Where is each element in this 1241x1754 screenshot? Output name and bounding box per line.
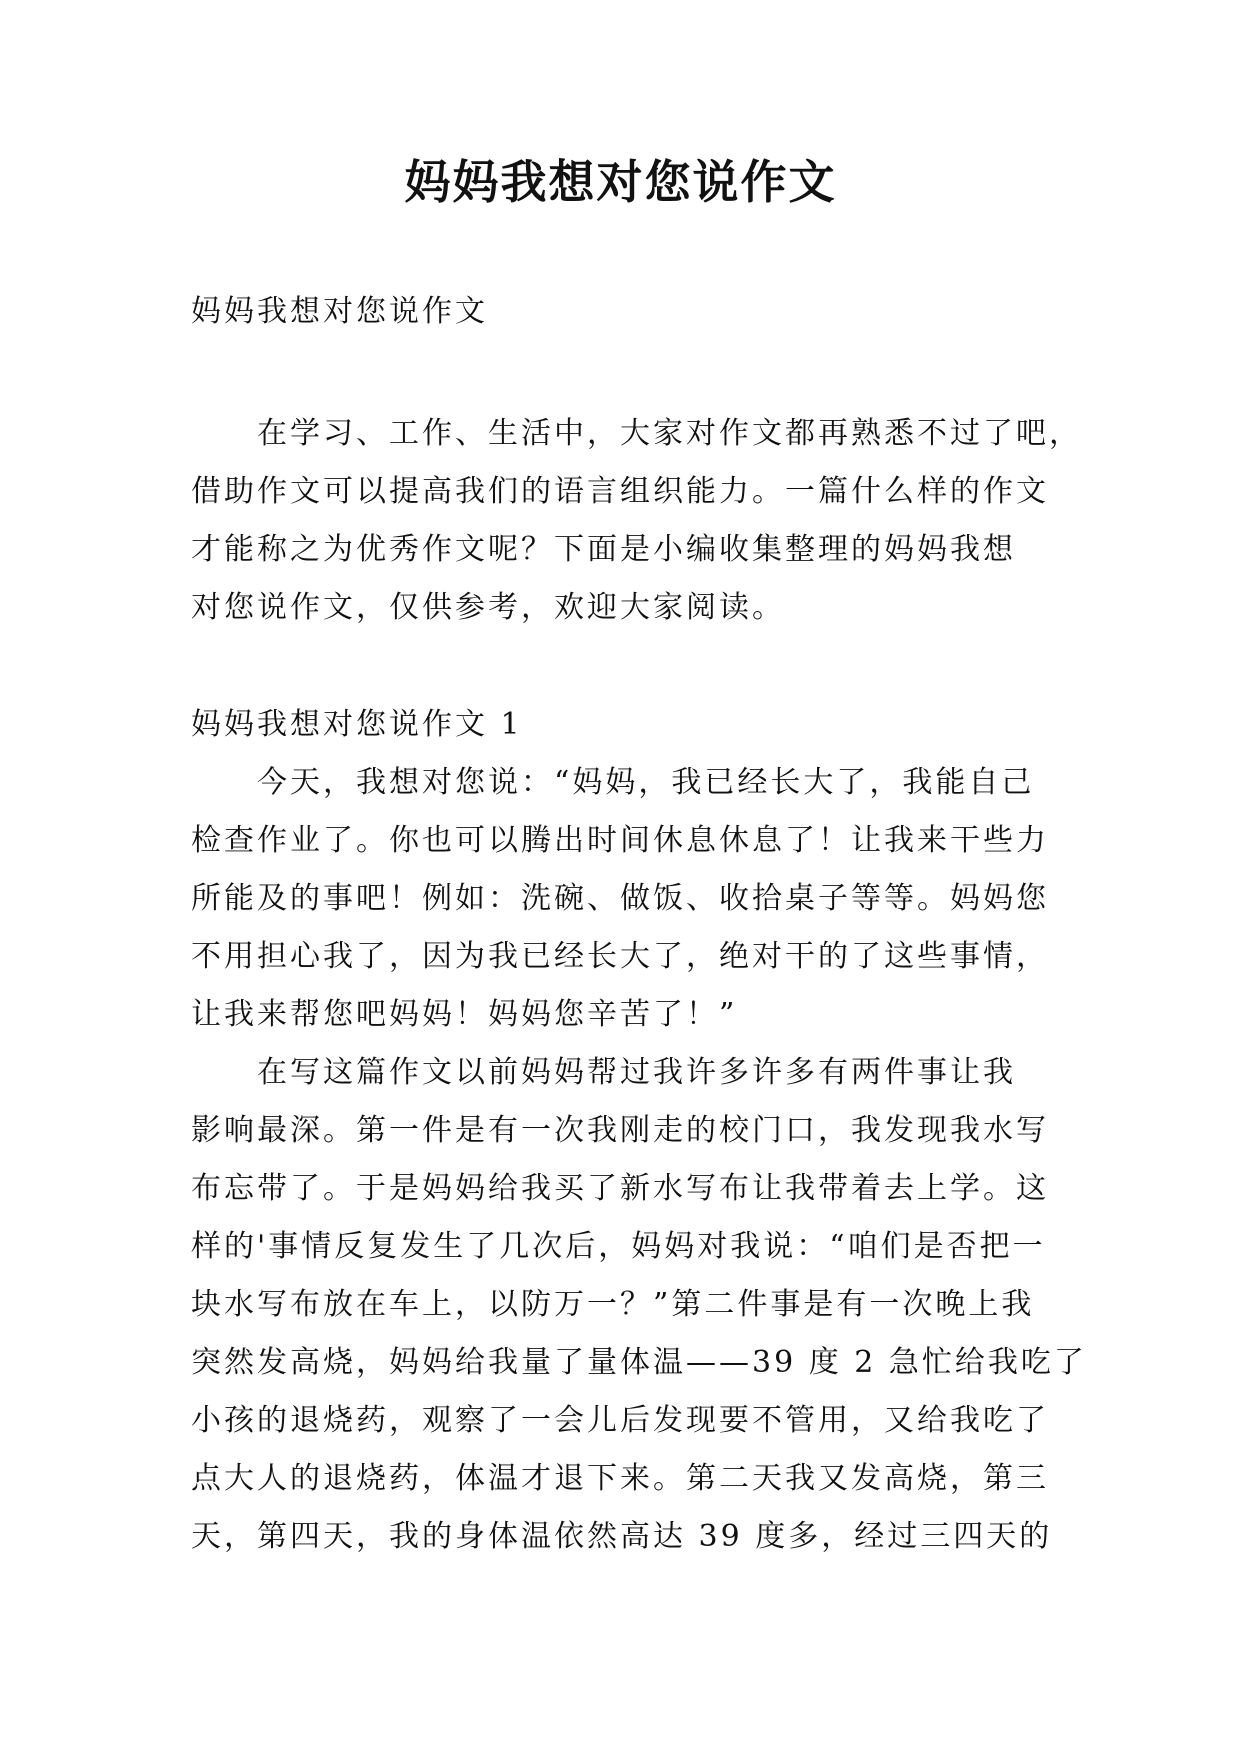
text-line: 块水写布放在车上，以防万一？”第二件事是有一次晚上我 [191,1287,1035,1322]
text-line: 所能及的事吧！例如：洗碗、做饭、收拾桌子等等。妈妈您 [191,881,1049,916]
document-subtitle: 妈妈我想对您说作文 [191,294,488,329]
text-line: 检查作业了。你也可以腾出时间休息休息了！让我来干些力 [191,823,1049,858]
text-line: 不用担心我了，因为我已经长大了，绝对干的了这些事情， [191,939,1049,974]
text-line: 让我来帮您吧妈妈！妈妈您辛苦了！” [191,997,738,1032]
text-line: 点大人的退烧药，体温才退下来。第二天我又发高烧，第三 [191,1461,1049,1496]
page-title: 妈妈我想对您说作文 [404,155,837,209]
text-line: 在学习、工作、生活中，大家对作文都再熟悉不过了吧， [257,416,1082,451]
section-heading [191,696,1061,754]
intro-paragraph [191,405,1082,637]
text-line: 才能称之为优秀作文呢？下面是小编收集整理的妈妈我想 [191,532,1016,567]
section-body [191,754,1087,1566]
text-line: 突然发高烧，妈妈给我量了量体温——39 度 2 急忙给我吃了 [191,1345,1087,1380]
text-line: 借助作文可以提高我们的语言组织能力。一篇什么样的作文 [191,474,1049,509]
text-line: 天，第四天，我的身体温依然高达 39 度多，经过三四天的 [191,1519,1053,1554]
text-line: 样的'事情反复发生了几次后，妈妈对我说：“咱们是否把一 [191,1229,1046,1264]
text-line: 布忘带了。于是妈妈给我买了新水写布让我带着去上学。这 [191,1171,1049,1206]
text-line: 小孩的退烧药，观察了一会儿后发现要不管用，又给我吃了 [191,1403,1049,1438]
text-line: 今天，我想对您说：“妈妈，我已经长大了，我能自己 [257,765,1035,800]
text-line: 影响最深。第一件是有一次我刚走的校门口，我发现我水写 [191,1113,1049,1148]
text-line: 在写这篇作文以前妈妈帮过我许多许多有两件事让我 [257,1055,1016,1090]
section-heading-text: 妈妈我想对您说作文 1 [191,707,523,742]
text-line: 对您说作文，仅供参考，欢迎大家阅读。 [191,590,785,625]
